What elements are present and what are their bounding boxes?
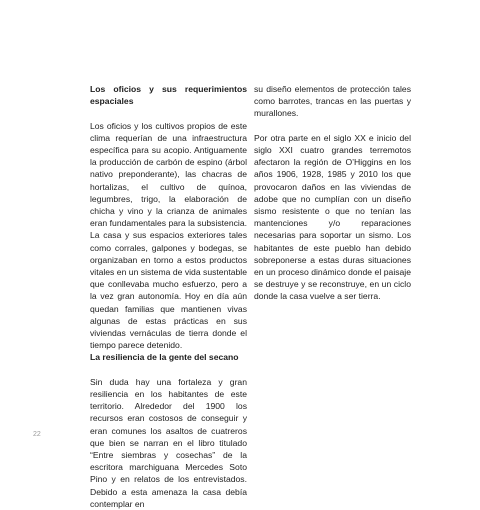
paragraph-oficios: Los oficios y los cultivos propios de este clima requerían de una infraestructura específica para su acopio. Antiguamente la producción de carbón de espino (árbol nativo preponderante), las chacras de hortalizas, el cultivo de quínoa, legumbres, trigo, la elaboración de chicha y vino y la crianza de animales eran fundamentales para la subsistencia. La casa y sus espacios exteriores tales como corrales, galpones y bodegas, se organizaban en torno a estos productos vitales en un sistema de vida sustentable que conllevaba mucho esfuerzo, pero a la vez gran autonomía. Hoy en día aún quedan familias que mantienen vivas algunas de estas prácticas en sus viviendas vernáculas de tierra donde el tiempo parece detenido. (90, 120, 247, 351)
page-number: 22 (33, 431, 41, 438)
paragraph-terremotos: Por otra parte en el siglo XX e inicio del siglo XXI cuatro grandes terremotos afectaron la región de O’Higgins en los años 1906, 1928, 1985 y 2010 los que provocaron daños en las viviendas de adobe que no cumplían con un diseño sismo resistente o que no tenían las mantenciones y/o reparaciones necesarias para soportar un sismo. Los habitantes de este pueblo han debido sobreponerse a estas duras situaciones en un proceso dinámico donde el paisaje se destruye y se reconstruye, en un ciclo donde la casa vuelve a ser tierra. (254, 132, 411, 302)
right-column (254, 83, 411, 303)
paragraph-resiliencia: Sin duda hay una fortaleza y gran resiliencia en los habitantes de este territorio. Alrededor del 1900 los recursos eran costosos de conseguir y eran comunes los asaltos de cuatreros que bien se narran en el libro titulado “Entre siembras y cosechas” de la escritora marchiguana Mercedes Soto Pino y en relatos de los entrevistados. Debido a esta amenaza la casa debía contemplar en (90, 376, 247, 509)
spacer (90, 107, 247, 119)
spacer (90, 364, 247, 376)
spacer (254, 120, 411, 132)
section-heading-oficios: Los oficios y sus requerimientos espaciales (90, 84, 247, 107)
left-column (90, 83, 247, 510)
paragraph-proteccion: su diseño elementos de protección tales como barrotes, trancas en las puertas y murallones. (254, 84, 411, 119)
section-heading-resiliencia: La resiliencia de la gente del secano (90, 352, 239, 363)
